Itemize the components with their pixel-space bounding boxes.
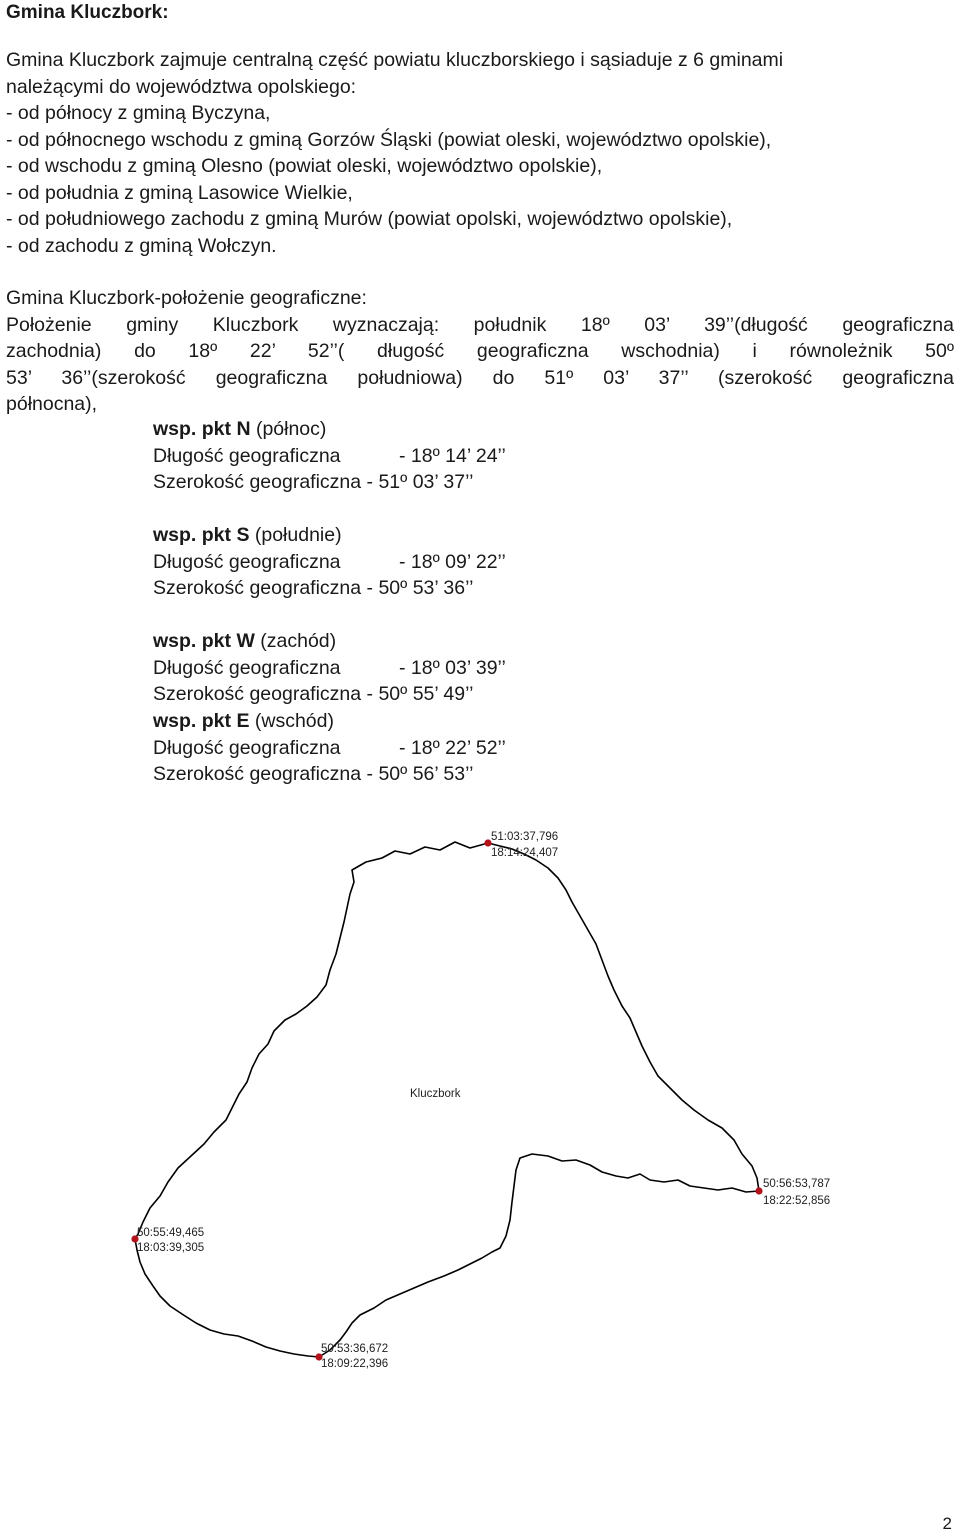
- longitude-row: [153, 549, 506, 576]
- point-e-block: [153, 708, 506, 788]
- latitude-label: Szerokość geograficzna: [153, 763, 362, 785]
- point-desc: (południe): [249, 524, 342, 546]
- marker-west-lat: 50:55:49,465: [137, 1227, 205, 1239]
- longitude-label: Długość geograficzna: [153, 444, 341, 467]
- longitude-label: Długość geograficzna: [153, 656, 341, 679]
- longitude-value: - 18º 09’ 22’’: [399, 550, 506, 573]
- page-heading: Gmina Kluczbork:: [6, 2, 169, 23]
- intro-line: - od wschodu z gminą Olesno (powiat oleski, województwo opolskie),: [6, 155, 603, 177]
- marker-north-lon: 18:14:24,407: [491, 847, 559, 859]
- intro-line: należącymi do województwa opolskiego:: [6, 75, 357, 98]
- point-prefix: wsp. pkt: [153, 630, 237, 652]
- point-prefix: wsp. pkt: [153, 524, 237, 546]
- intro-line: Gmina Kluczbork zajmuje centralną część powiatu kluczborskiego i sąsiaduje z 6 gminami: [6, 49, 784, 71]
- point-letter: W: [236, 630, 255, 652]
- latitude-label: Szerokość geograficzna: [153, 683, 362, 705]
- latitude-label: Szerokość geograficzna: [153, 577, 362, 599]
- marker-south-lat: 50:53:36,672: [321, 1343, 389, 1355]
- page-number: 2: [942, 1514, 952, 1533]
- point-letter: E: [236, 710, 250, 732]
- boundary-map: [0, 820, 960, 1400]
- geo-line: Położenie gminy Kluczbork wyznaczają: południk 18º 03’ 39’’(długość geograficzna: [6, 313, 954, 336]
- intro-paragraph: [6, 47, 954, 259]
- intro-line: - od północnego wschodu z gminą Gorzów Śląski (powiat oleski, województwo opolskie),: [6, 128, 772, 151]
- point-header: [153, 708, 506, 735]
- longitude-row: [153, 655, 506, 682]
- latitude-row: [153, 575, 506, 602]
- geo-title: Gmina Kluczbork-położenie geograficzne:: [6, 287, 367, 309]
- longitude-value: - 18º 14’ 24’’: [399, 444, 506, 467]
- latitude-value: - 51º 03’ 37’’: [366, 471, 474, 493]
- geo-line: północna),: [6, 393, 98, 415]
- longitude-value: - 18º 22’ 52’’: [399, 736, 506, 759]
- longitude-label: Długość geograficzna: [153, 550, 341, 573]
- marker-west-lon: 18:03:39,305: [137, 1242, 205, 1254]
- longitude-row: [153, 735, 506, 762]
- point-header: [153, 522, 506, 549]
- latitude-value: - 50º 55’ 49’’: [366, 683, 474, 705]
- latitude-value: - 50º 53’ 36’’: [366, 577, 474, 599]
- intro-line: - od zachodu z gminą Wołczyn.: [6, 234, 277, 257]
- point-header: [153, 628, 506, 655]
- point-w-block: [153, 628, 506, 708]
- point-prefix: wsp. pkt: [153, 418, 237, 440]
- point-n-block: [153, 416, 506, 496]
- city-label: Kluczbork: [410, 1088, 461, 1100]
- point-desc: (północ): [250, 418, 327, 440]
- marker-east: [755, 1187, 762, 1194]
- point-letter: N: [236, 418, 251, 440]
- latitude-row: [153, 469, 506, 496]
- longitude-row: [153, 443, 506, 470]
- longitude-value: - 18º 03’ 39’’: [399, 656, 506, 679]
- point-header: [153, 416, 506, 443]
- intro-line: - od południa z gminą Lasowice Wielkie,: [6, 181, 353, 204]
- intro-line: - od północy z gminą Byczyna,: [6, 102, 271, 124]
- marker-south-lon: 18:09:22,396: [321, 1358, 389, 1370]
- latitude-row: [153, 681, 506, 708]
- geo-line: 53’ 36’’(szerokość geograficzna południowa) do 51º 03’ 37’’ (szerokość geograficzna: [6, 366, 954, 389]
- intro-line: - od południowego zachodu z gminą Murów (powiat opolski, województwo opolskie),: [6, 208, 733, 230]
- point-desc: (wschód): [249, 710, 334, 732]
- longitude-label: Długość geograficzna: [153, 736, 341, 759]
- point-s-block: [153, 522, 506, 602]
- latitude-label: Szerokość geograficzna: [153, 471, 362, 493]
- point-desc: (zachód): [254, 630, 337, 652]
- marker-east-lon: 18:22:52,856: [763, 1195, 831, 1207]
- latitude-value: - 50º 56’ 53’’: [366, 763, 474, 785]
- marker-north-lat: 51:03:37,796: [491, 831, 559, 843]
- marker-east-lat: 50:56:53,787: [763, 1178, 831, 1190]
- point-letter: S: [236, 524, 250, 546]
- latitude-row: [153, 761, 506, 788]
- geo-paragraph: [6, 285, 954, 418]
- point-prefix: wsp. pkt: [153, 710, 237, 732]
- geo-line: zachodnia) do 18º 22’ 52’’( długość geograficzna wschodnia) i równoleżnik 50º: [6, 340, 954, 362]
